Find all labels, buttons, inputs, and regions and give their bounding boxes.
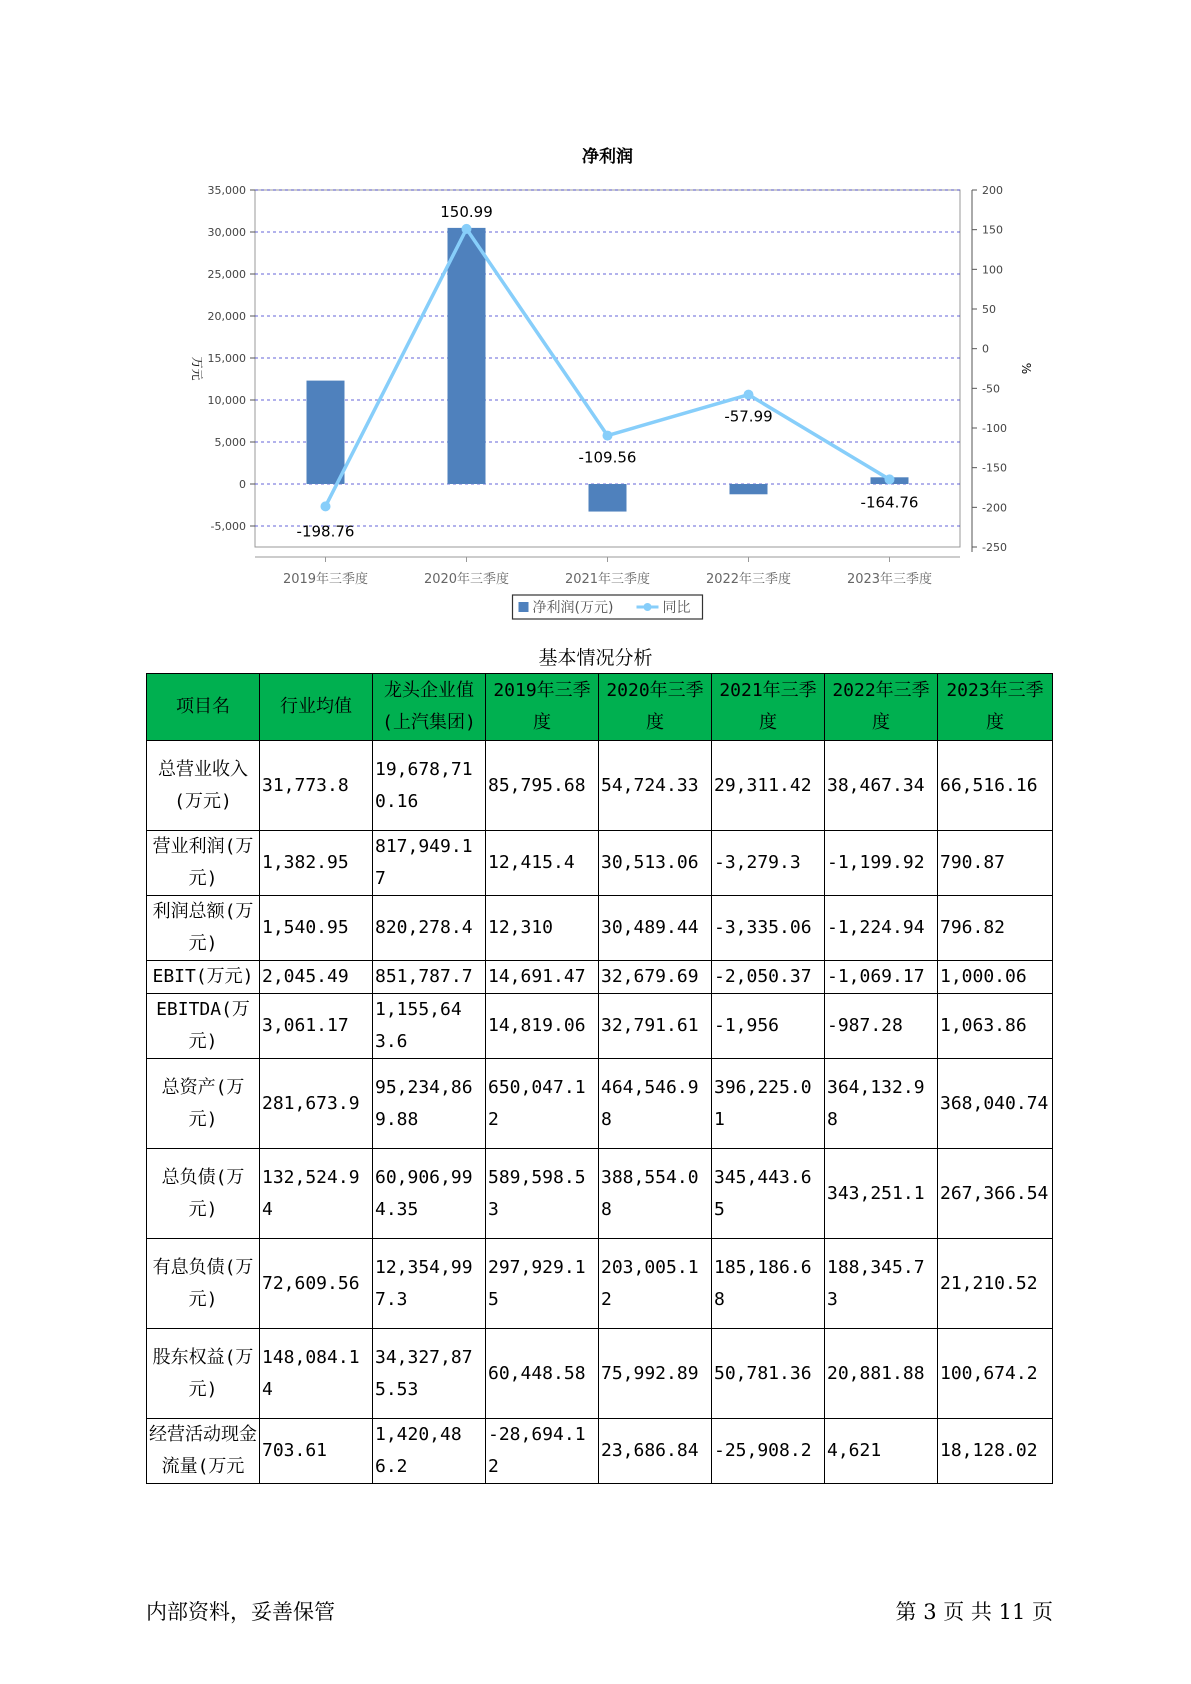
table-cell: 132,524.94 xyxy=(260,1149,373,1239)
table-cell: 464,546.98 xyxy=(599,1059,712,1149)
table-cell: 820,278.4 xyxy=(373,896,486,961)
table-cell: 38,467.34 xyxy=(825,741,938,831)
right-tick-label: -150 xyxy=(982,461,1007,475)
table-cell: 50,781.36 xyxy=(712,1329,825,1419)
table-cell: 30,513.06 xyxy=(599,831,712,896)
table-cell: 1,063.86 xyxy=(938,994,1053,1059)
table-cell: 14,819.06 xyxy=(486,994,599,1059)
yoy-point xyxy=(321,501,331,511)
row-label-cell: 经营活动现金流量(万元 xyxy=(147,1419,260,1484)
table-row xyxy=(147,961,1053,994)
table-cell: 185,186.68 xyxy=(712,1239,825,1329)
right-tick-label: -100 xyxy=(982,422,1007,435)
left-tick-label: 20,000 xyxy=(207,310,246,323)
table-row xyxy=(147,1329,1053,1419)
table-row xyxy=(147,994,1053,1059)
left-tick-label: 5,000 xyxy=(214,436,246,449)
table-cell: -2,050.37 xyxy=(712,961,825,994)
table-cell: 4,621 xyxy=(825,1419,938,1484)
table-cell: 60,448.58 xyxy=(486,1329,599,1419)
x-tick-label: 2020年三季度 xyxy=(423,572,510,587)
row-label-cell: 总营业收入(万元) xyxy=(147,741,260,831)
bar-net-profit xyxy=(448,228,486,484)
yoy-point xyxy=(885,474,895,484)
table-cell: 23,686.84 xyxy=(599,1419,712,1484)
table-header-cell: 2019年三季度 xyxy=(486,674,599,741)
table-cell: -1,224.94 xyxy=(825,896,938,961)
table-cell: 75,992.89 xyxy=(599,1329,712,1419)
left-tick-label: 30,000 xyxy=(207,226,246,239)
table-cell: 12,354,997.3 xyxy=(373,1239,486,1329)
left-tick-label: -5,000 xyxy=(210,520,246,533)
table-cell: 32,679.69 xyxy=(599,961,712,994)
row-label-cell: 总资产(万元) xyxy=(147,1059,260,1149)
table-row xyxy=(147,831,1053,896)
table-body xyxy=(147,741,1053,1484)
legend-line-label: 同比 xyxy=(662,600,691,616)
row-label-cell: 有息负债(万元) xyxy=(147,1239,260,1329)
right-tick-label: -50 xyxy=(982,382,1000,396)
table-row xyxy=(147,1059,1053,1149)
table-cell: -3,279.3 xyxy=(712,831,825,896)
yoy-data-label: -109.56 xyxy=(578,448,637,467)
table-header-cell: 行业均值 xyxy=(260,674,373,741)
table-cell: 72,609.56 xyxy=(260,1239,373,1329)
table-cell: 364,132.98 xyxy=(825,1059,938,1149)
table-row xyxy=(147,896,1053,961)
table-cell: 1,420,486.2 xyxy=(373,1419,486,1484)
left-tick-label: 10,000 xyxy=(207,394,246,407)
right-tick-label: 100 xyxy=(982,263,1003,277)
table-cell: 589,598.53 xyxy=(486,1149,599,1239)
legend-bar-label: 净利润(万元) xyxy=(532,600,614,616)
footer-page-number: 第 3 页 共 11 页 xyxy=(895,1600,1053,1624)
table-cell: 281,673.9 xyxy=(260,1059,373,1149)
table-cell: 29,311.42 xyxy=(712,741,825,831)
bar-net-profit xyxy=(307,381,345,484)
table-cell: 1,155,643.6 xyxy=(373,994,486,1059)
x-tick-label: 2021年三季度 xyxy=(564,572,651,587)
row-label-cell: 股东权益(万元) xyxy=(147,1329,260,1419)
table-cell: 12,310 xyxy=(486,896,599,961)
right-tick-label: 200 xyxy=(982,184,1003,197)
table-cell: 54,724.33 xyxy=(599,741,712,831)
row-label-cell: 总负债(万元) xyxy=(147,1149,260,1239)
row-label-cell: EBITDA(万元) xyxy=(147,994,260,1059)
table-cell: -1,956 xyxy=(712,994,825,1059)
table-cell: 1,000.06 xyxy=(938,961,1053,994)
table-cell: 790.87 xyxy=(938,831,1053,896)
table-cell: 345,443.65 xyxy=(712,1149,825,1239)
table-header-cell: 2020年三季度 xyxy=(599,674,712,741)
left-tick-label: 15,000 xyxy=(207,352,246,365)
table-cell: -25,908.2 xyxy=(712,1419,825,1484)
yoy-point xyxy=(603,431,613,441)
yoy-data-label: 150.99 xyxy=(440,202,493,221)
left-tick-label: 0 xyxy=(239,478,246,491)
footer-confidential: 内部资料，妥善保管 xyxy=(146,1600,335,1624)
right-tick-label: 50 xyxy=(982,303,996,316)
table-cell: 3,061.17 xyxy=(260,994,373,1059)
bar-net-profit xyxy=(730,484,768,494)
row-label-cell: 营业利润(万元) xyxy=(147,831,260,896)
net-profit-chart xyxy=(180,135,1033,616)
x-tick-label: 2019年三季度 xyxy=(282,572,369,587)
row-label-cell: 利润总额(万元) xyxy=(147,896,260,961)
right-tick-label: -250 xyxy=(982,541,1007,554)
table-cell: 267,366.54 xyxy=(938,1149,1053,1239)
table-cell: 100,674.2 xyxy=(938,1329,1053,1419)
table-cell: 703.61 xyxy=(260,1419,373,1484)
right-tick-label: -200 xyxy=(982,501,1007,515)
table-cell: 817,949.17 xyxy=(373,831,486,896)
table-cell: 60,906,994.35 xyxy=(373,1149,486,1239)
right-axis-title: % xyxy=(1019,362,1033,375)
table-title: 基本情况分析 xyxy=(538,647,653,669)
table-cell: -1,199.92 xyxy=(825,831,938,896)
table-header-row xyxy=(147,674,1053,741)
yoy-point xyxy=(462,224,472,234)
yoy-data-label: -198.76 xyxy=(296,522,355,541)
table-row xyxy=(147,1419,1053,1484)
table-cell: 19,678,710.16 xyxy=(373,741,486,831)
right-tick-label: 150 xyxy=(982,223,1003,237)
table-cell: 1,540.95 xyxy=(260,896,373,961)
chart-title: 净利润 xyxy=(582,147,633,167)
left-tick-label: 35,000 xyxy=(207,184,246,197)
table-cell: 650,047.12 xyxy=(486,1059,599,1149)
table-cell: -1,069.17 xyxy=(825,961,938,994)
table-cell: 85,795.68 xyxy=(486,741,599,831)
yoy-point xyxy=(744,390,754,400)
table-header-cell: 项目名 xyxy=(147,674,260,741)
table-header-cell: 龙头企业值(上汽集团) xyxy=(373,674,486,741)
table-cell: 18,128.02 xyxy=(938,1419,1053,1484)
table-cell: 66,516.16 xyxy=(938,741,1053,831)
table-cell: 297,929.15 xyxy=(486,1239,599,1329)
row-label-cell: EBIT(万元) xyxy=(147,961,260,994)
table-cell: 851,787.7 xyxy=(373,961,486,994)
table-cell: -3,335.06 xyxy=(712,896,825,961)
legend-line-marker xyxy=(644,603,652,611)
table-cell: 796.82 xyxy=(938,896,1053,961)
table-cell: 14,691.47 xyxy=(486,961,599,994)
table-cell: 188,345.73 xyxy=(825,1239,938,1329)
table-cell: 30,489.44 xyxy=(599,896,712,961)
table-cell: -28,694.12 xyxy=(486,1419,599,1484)
table-row xyxy=(147,741,1053,831)
table-cell: 343,251.1 xyxy=(825,1149,938,1239)
table-header-cell: 2022年三季度 xyxy=(825,674,938,741)
legend-bar-swatch xyxy=(519,602,529,612)
basic-analysis-table xyxy=(146,673,1053,1484)
yoy-data-label: -57.99 xyxy=(724,407,773,426)
table-cell: 21,210.52 xyxy=(938,1239,1053,1329)
left-tick-label: 25,000 xyxy=(207,268,246,281)
table-cell: 2,045.49 xyxy=(260,961,373,994)
table-header-cell: 2023年三季度 xyxy=(938,674,1053,741)
right-tick-label: 0 xyxy=(982,342,989,356)
bar-net-profit xyxy=(589,484,627,512)
table-cell: 32,791.61 xyxy=(599,994,712,1059)
table-cell: 388,554.08 xyxy=(599,1149,712,1239)
yoy-data-label: -164.76 xyxy=(860,493,919,512)
table-cell: 34,327,875.53 xyxy=(373,1329,486,1419)
x-tick-label: 2022年三季度 xyxy=(705,572,792,587)
table-cell: 20,881.88 xyxy=(825,1329,938,1419)
left-axis-title: 万元 xyxy=(190,356,204,381)
x-tick-label: 2023年三季度 xyxy=(846,572,933,587)
table-cell: 1,382.95 xyxy=(260,831,373,896)
table-cell: 368,040.74 xyxy=(938,1059,1053,1149)
table-cell: 396,225.01 xyxy=(712,1059,825,1149)
chart-svg xyxy=(180,135,1033,616)
table-row xyxy=(147,1239,1053,1329)
table-cell: 148,084.14 xyxy=(260,1329,373,1419)
table-cell: 95,234,869.88 xyxy=(373,1059,486,1149)
table-cell: 12,415.4 xyxy=(486,831,599,896)
table-header-cell: 2021年三季度 xyxy=(712,674,825,741)
table-cell: 31,773.8 xyxy=(260,741,373,831)
table-cell: 203,005.12 xyxy=(599,1239,712,1329)
table-row xyxy=(147,1149,1053,1239)
table-cell: -987.28 xyxy=(825,994,938,1059)
